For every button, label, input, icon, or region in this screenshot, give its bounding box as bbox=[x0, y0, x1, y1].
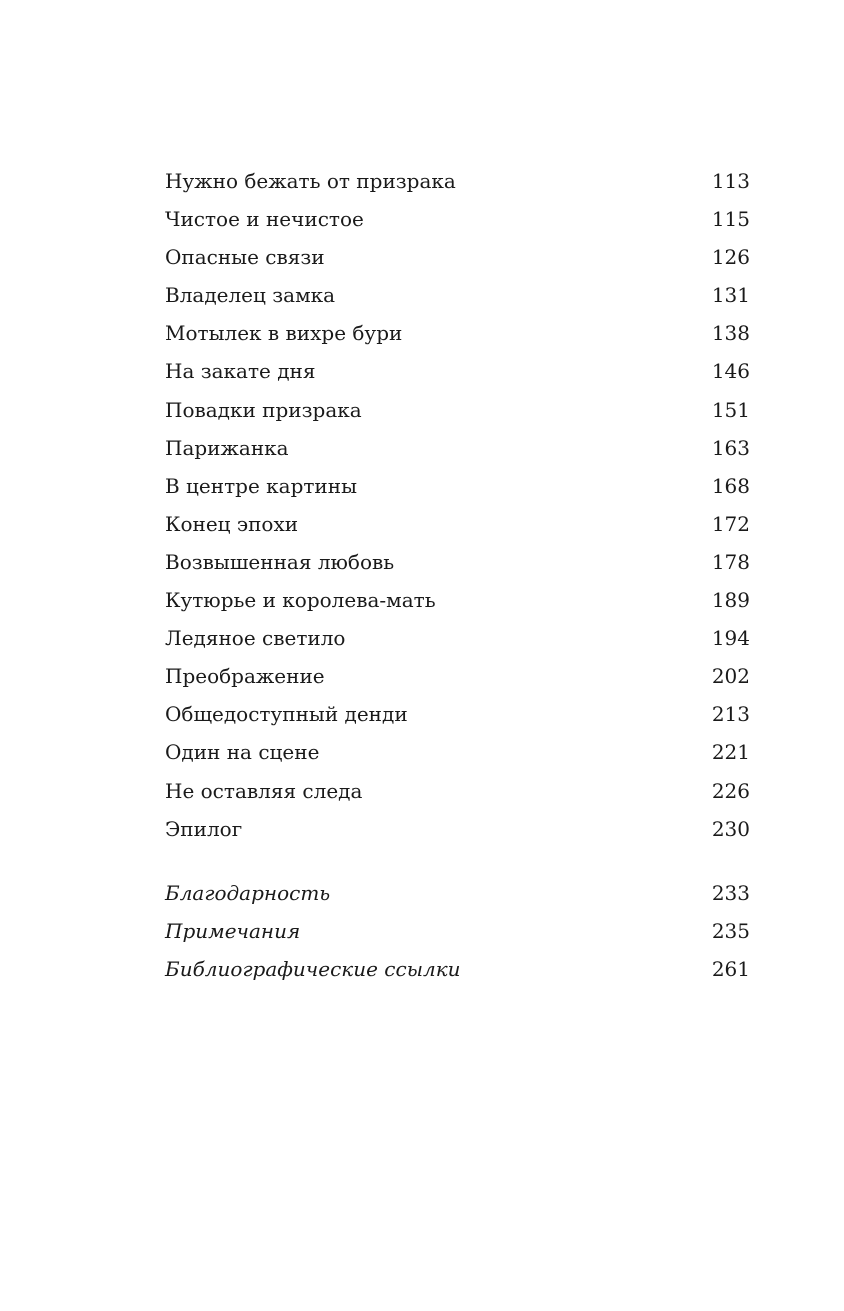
toc-entry-page: 235 bbox=[711, 918, 750, 943]
toc-back-matter-entry bbox=[165, 874, 750, 912]
toc-back-matter-entry bbox=[165, 912, 750, 950]
toc-entry bbox=[165, 810, 750, 848]
toc-entry-page: 172 bbox=[711, 511, 750, 536]
toc-entry bbox=[165, 581, 750, 619]
toc-entry-title: Ледяное светило bbox=[165, 626, 346, 651]
toc-entry-title: Конец эпохи bbox=[165, 511, 299, 536]
toc-entry bbox=[165, 429, 750, 467]
toc-entry-title: Библиографические ссылки bbox=[165, 956, 461, 981]
toc-entry-page: 178 bbox=[711, 549, 750, 574]
toc-entry-title: Преображение bbox=[165, 664, 325, 689]
toc-back-matter-entry bbox=[165, 950, 750, 988]
toc-entry-title: Эпилог bbox=[165, 816, 243, 841]
toc-entry-page: 146 bbox=[711, 359, 750, 384]
toc-entry bbox=[165, 162, 750, 200]
toc-entry-title: Один на сцене bbox=[165, 740, 320, 765]
toc-entry bbox=[165, 391, 750, 429]
toc-entry-title: Благодарность bbox=[165, 880, 331, 905]
toc-entry bbox=[165, 505, 750, 543]
toc-entry-title: Парижанка bbox=[165, 435, 289, 460]
toc-entry-title: Возвышенная любовь bbox=[165, 549, 395, 574]
toc-entry-page: 138 bbox=[711, 321, 750, 346]
toc-entry-page: 221 bbox=[711, 740, 750, 765]
toc-entry bbox=[165, 276, 750, 314]
toc-entry-page: 226 bbox=[711, 778, 750, 803]
toc-entry bbox=[165, 314, 750, 352]
toc-entry bbox=[165, 657, 750, 695]
toc-entry-page: 168 bbox=[711, 473, 750, 498]
section-spacer bbox=[165, 848, 750, 874]
toc-entry-title: На закате дня bbox=[165, 359, 316, 384]
toc-entry bbox=[165, 733, 750, 771]
toc-entry-title: В центре картины bbox=[165, 473, 358, 498]
toc-entry-title: Общедоступный денди bbox=[165, 702, 408, 727]
toc-entry-page: 113 bbox=[711, 169, 750, 193]
toc-entry bbox=[165, 543, 750, 581]
toc-entry-title: Не оставляя следа bbox=[165, 778, 363, 803]
toc-entry-page: 163 bbox=[711, 435, 750, 460]
toc-entry-page: 261 bbox=[711, 956, 750, 981]
toc-entry bbox=[165, 238, 750, 276]
toc-entry bbox=[165, 695, 750, 733]
toc-entry-title: Кутюрье и королева-мать bbox=[165, 588, 436, 613]
table-of-contents bbox=[165, 162, 750, 988]
toc-entry-title: Владелец замка bbox=[165, 283, 336, 308]
toc-entry bbox=[165, 619, 750, 657]
toc-entry-page: 189 bbox=[711, 588, 750, 613]
toc-entry-page: 131 bbox=[711, 283, 750, 308]
toc-entry bbox=[165, 467, 750, 505]
toc-entry-title: Примечания bbox=[165, 918, 301, 943]
toc-entry-title: Нужно бежать от призрака bbox=[165, 169, 456, 193]
toc-entry-title: Опасные связи bbox=[165, 245, 325, 270]
toc-entry-page: 202 bbox=[711, 664, 750, 689]
toc-entry-page: 115 bbox=[711, 207, 750, 232]
toc-entry-page: 213 bbox=[711, 702, 750, 727]
toc-entry-title: Чистое и нечистое bbox=[165, 207, 364, 232]
toc-entry-page: 233 bbox=[711, 880, 750, 905]
toc-entry-page: 126 bbox=[711, 245, 750, 270]
toc-entry-page: 194 bbox=[711, 626, 750, 651]
toc-entry-page: 151 bbox=[711, 397, 750, 422]
toc-entry-title: Мотылек в вихре бури bbox=[165, 321, 403, 346]
toc-entry bbox=[165, 772, 750, 810]
toc-entry bbox=[165, 352, 750, 390]
toc-entry bbox=[165, 200, 750, 238]
toc-entry-page: 230 bbox=[711, 816, 750, 841]
toc-entry-title: Повадки призрака bbox=[165, 397, 362, 422]
